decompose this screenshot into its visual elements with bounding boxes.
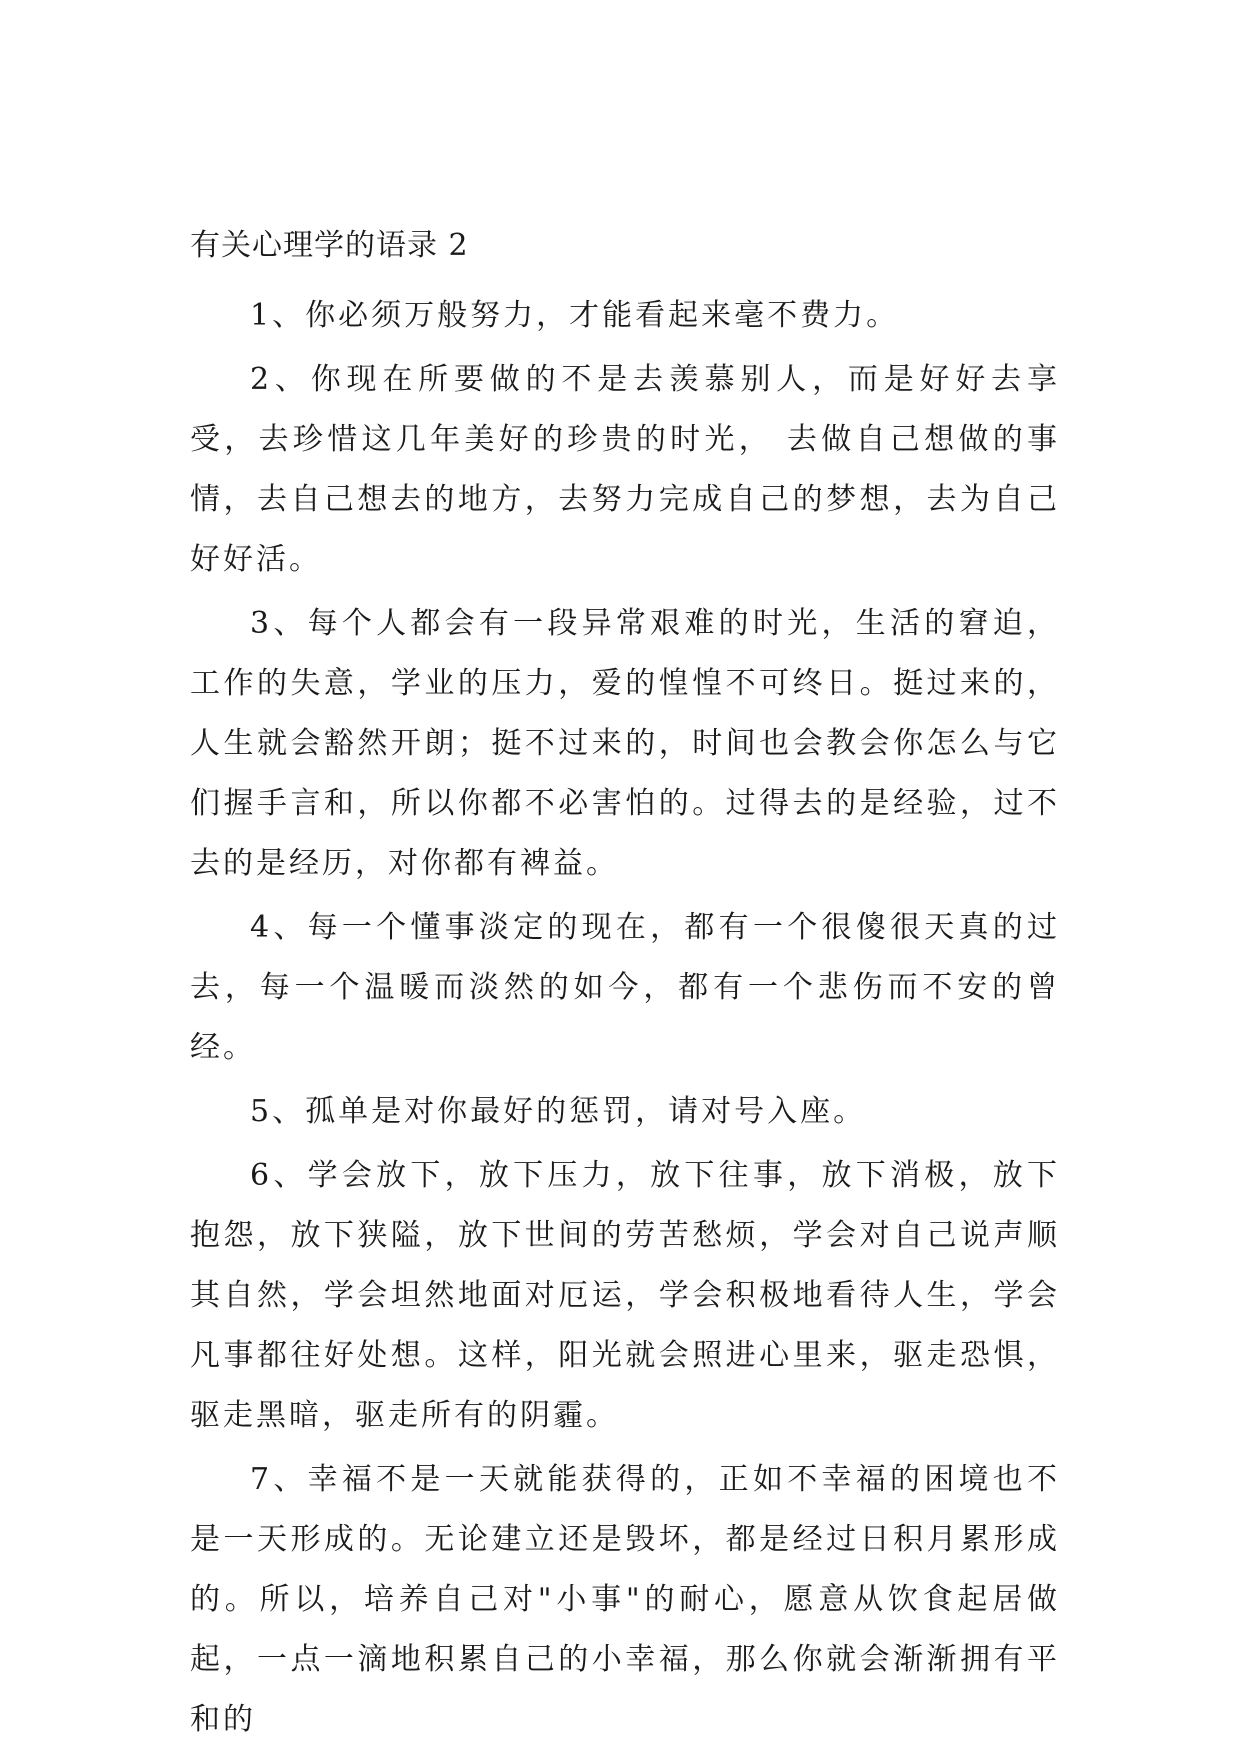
paragraph-1: 1、你必须万般努力，才能看起来毫不费力。 — [250, 298, 900, 333]
paragraph-4: 4、每一个懂事淡定的现在，都有一个很傻很天真的过去，每一个温暖而淡然的如今，都有一个悲伤而不安的曾经。 — [190, 910, 1060, 1065]
paragraph-5: 5、孤单是对你最好的惩罚，请对号入座。 — [250, 1094, 867, 1129]
document-title: 有关心理学的语录 2 — [190, 228, 469, 263]
paragraph-3: 3、每个人都会有一段异常艰难的时光，生活的窘迫，工作的失意，学业的压力，爱的惶惶不可终日。挺过来的，人生就会豁然开朗；挺不过来的，时间也会教会你怎么与它们握手言和，所以你都不必害怕的。过得去的是经验，过不去的是经历，对你都有裨益。 — [190, 606, 1060, 881]
paragraph-6: 6、学会放下，放下压力，放下往事，放下消极，放下抱怨，放下狭隘，放下世间的劳苦愁烦，学会对自己说声顺其自然，学会坦然地面对厄运，学会积极地看待人生，学会凡事都往好处想。这样，阳光就会照进心里来，驱走恐惧，驱走黑暗，驱走所有的阴霾。 — [190, 1158, 1060, 1433]
paragraph-7: 7、幸福不是一天就能获得的，正如不幸福的困境也不是一天形成的。无论建立还是毁坏，都是经过日积月累形成的。所以，培养自己对"小事"的耐心，愿意从饮食起居做起，一点一滴地积累自己的小幸福，那么你就会渐渐拥有平和的 — [190, 1462, 1060, 1737]
paragraph-2: 2、你现在所要做的不是去羡慕别人，而是好好去享受，去珍惜这几年美好的珍贵的时光， 去做自己想做的事情，去自己想去的地方，去努力完成自己的梦想，去为自己好好活。 — [190, 362, 1060, 577]
document-body — [190, 286, 1060, 1754]
